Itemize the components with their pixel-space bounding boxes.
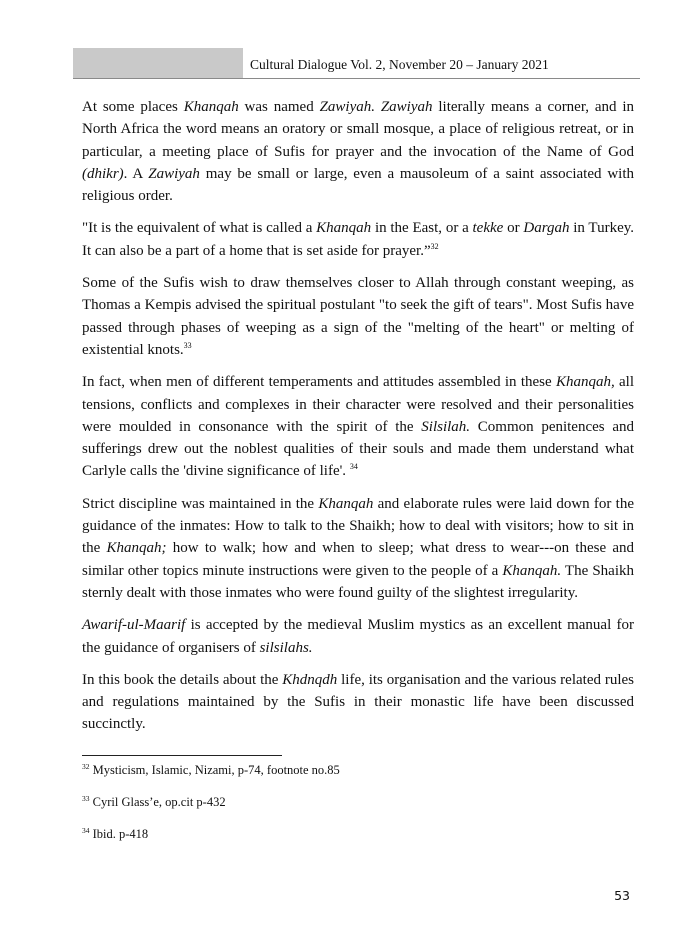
paragraph-2 bbox=[82, 217, 634, 262]
text-run: all tensions, conflicts and complexes in their character were resolved and their personalities were moulded in consonance with the spirit of the bbox=[82, 374, 634, 435]
italic-term: Khanqah; bbox=[106, 540, 167, 557]
footnote-number: 32 bbox=[82, 762, 90, 771]
text-run: in the East, or a bbox=[371, 220, 473, 237]
paragraph-3 bbox=[82, 272, 634, 361]
paragraph-5 bbox=[82, 493, 634, 604]
page-number: 53 bbox=[614, 888, 630, 903]
paragraph-1 bbox=[82, 96, 634, 207]
text-run: in Turkey. It can also be a part of a home that is set aside for prayer.” bbox=[82, 220, 635, 259]
text-run: At some places bbox=[82, 99, 184, 115]
italic-term: Khanqah bbox=[318, 495, 374, 512]
footnote-divider bbox=[82, 755, 282, 756]
italic-term: Zawiyah. Zawiyah bbox=[319, 99, 433, 115]
text-run: In fact, when men of different temperaments and attitudes assembled in these bbox=[82, 374, 556, 391]
paragraph-4 bbox=[82, 371, 634, 482]
footnote-text: Mysticism, Islamic, Nizami, p-74, footnote no.85 bbox=[89, 763, 340, 777]
text-run: is accepted by the medieval Muslim mystics as an excellent manual for the guidance of organisers of bbox=[82, 617, 634, 656]
running-header: Cultural Dialogue Vol. 2, November 20 – January 2021 bbox=[250, 57, 549, 72]
text-run: how to walk; how and when to sleep; what dress to wear---on these and similar other topics minute instructions were given to the people of a bbox=[82, 540, 635, 579]
text-run: or bbox=[503, 220, 524, 237]
italic-term: Zawiyah bbox=[148, 165, 200, 182]
footnote-number: 33 bbox=[82, 794, 90, 803]
italic-term: Khdnqdh bbox=[282, 671, 338, 688]
text-run: Common penitences and sufferings drew out the noblest qualities of their souls and made them understand what Carlyle calls the 'divine significance of life'. bbox=[82, 418, 634, 480]
italic-term: Silsilah. bbox=[421, 418, 471, 435]
footnote-text: Ibid. p-418 bbox=[89, 827, 149, 841]
paragraph-7 bbox=[82, 669, 634, 736]
text-run: Some of the Sufis wish to draw themselves closer to Allah through constant weeping, as Thomas a Kempis advised the spiritual postulant "to seek the gift of tears". Most Sufis have passed through phases of weeping as a sign of the "melting of the heart" or melting of existential knots. bbox=[82, 275, 634, 358]
footnote-text: Cyril Glass’e, op.cit p-432 bbox=[89, 795, 226, 809]
text-run: In this book the details about the bbox=[82, 671, 283, 688]
italic-term: silsilahs. bbox=[259, 639, 313, 656]
text-run: The Shaikh sternly dealt with those inmates who were found guilty of the slightest irregularity. bbox=[82, 562, 634, 601]
italic-term: Awarif-ul-Maarif bbox=[82, 617, 186, 634]
italic-term: Khanqah bbox=[316, 220, 372, 237]
footnote-34 bbox=[82, 826, 482, 842]
footnote-32 bbox=[82, 762, 482, 778]
italic-term: Dargah bbox=[523, 220, 570, 237]
italic-term: (dhikr) bbox=[82, 165, 124, 182]
footnote-33 bbox=[82, 794, 482, 810]
footnote-ref: 32 bbox=[430, 241, 439, 251]
italic-term: tekke bbox=[472, 220, 504, 237]
text-run: "It is the equivalent of what is called a bbox=[82, 220, 317, 237]
text-run: may be small or large, even a mausoleum of a saint associated with religious order. bbox=[82, 165, 634, 205]
header-divider bbox=[73, 78, 640, 79]
header-shade-bar bbox=[73, 48, 243, 78]
body-text bbox=[82, 96, 634, 746]
text-run: . A bbox=[123, 165, 149, 182]
footnote-number: 34 bbox=[82, 826, 90, 835]
paragraph-6 bbox=[82, 614, 634, 659]
text-run: Strict discipline was maintained in the bbox=[82, 495, 319, 512]
footnotes bbox=[82, 762, 482, 858]
footnote-ref: 33 bbox=[183, 340, 192, 350]
footnote-ref: 34 bbox=[349, 462, 358, 472]
text-run: was named bbox=[238, 99, 320, 115]
text-run: literally means a corner, and in North Africa the word means an oratory or small mosque, a place of religious retreat, or in particular, a meeting place of Sufis for prayer and the invocation of the Name of God bbox=[82, 99, 635, 160]
text-run: and elaborate rules were laid down for the guidance of the inmates: How to talk to the Shaikh; how to deal with visitors; how to sit in the bbox=[82, 495, 634, 557]
italic-term: Khanqah, bbox=[555, 374, 615, 391]
italic-term: Khanqah bbox=[183, 99, 239, 115]
text-run: life, its organisation and the various related rules and regulations maintained by the Sufis in their monastic life have been discussed succinctly. bbox=[82, 671, 634, 733]
italic-term: Khanqah. bbox=[502, 562, 562, 579]
